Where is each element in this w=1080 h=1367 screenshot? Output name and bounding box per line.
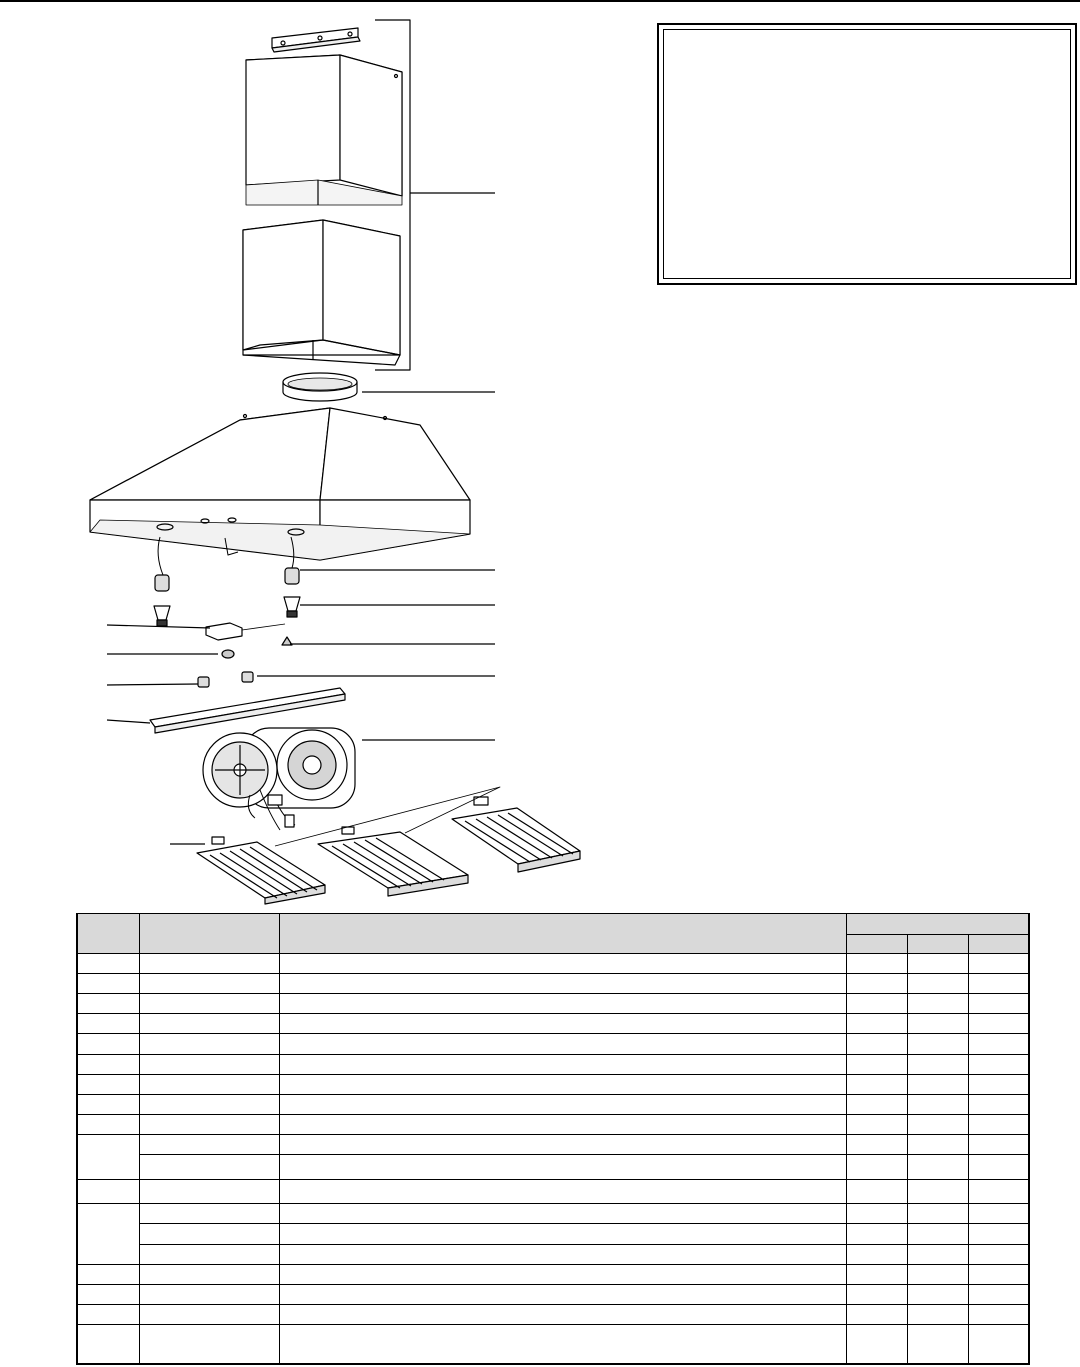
grease-filter-2-drawing	[318, 827, 468, 896]
table-row	[77, 1224, 1029, 1244]
table-row	[77, 1134, 1029, 1154]
header-description	[279, 914, 846, 954]
notes-box	[657, 23, 1077, 285]
table-row	[77, 1180, 1029, 1204]
table-row	[77, 1284, 1029, 1304]
table-row	[77, 1264, 1029, 1284]
parts-table	[76, 913, 1030, 1365]
header-ref-no	[77, 914, 139, 954]
notes-box-inner-border	[663, 29, 1071, 279]
table-row	[77, 1304, 1029, 1324]
left-callout-leaders	[107, 625, 218, 844]
header-model-group	[846, 914, 1029, 935]
header-model-3	[968, 935, 1029, 954]
header-model-2	[907, 935, 968, 954]
table-row	[77, 1204, 1029, 1224]
table-row	[77, 1034, 1029, 1054]
control-module-drawing	[198, 623, 292, 687]
table-row	[77, 1074, 1029, 1094]
duct-collar-drawing	[283, 373, 495, 401]
header-model-1	[846, 935, 907, 954]
header-part-number	[139, 914, 279, 954]
table-row	[77, 954, 1029, 974]
blower-assembly-drawing	[203, 728, 355, 830]
right-callout-leaders	[257, 570, 495, 740]
table-row	[77, 974, 1029, 994]
control-rail-drawing	[150, 688, 345, 733]
chimney-bracket-drawing	[272, 28, 360, 52]
hood-canopy-drawing	[90, 408, 470, 560]
table-row	[77, 1155, 1029, 1180]
lower-chimney-drawing	[243, 220, 400, 365]
grease-filter-1-drawing	[197, 837, 325, 904]
table-row	[77, 1094, 1029, 1114]
table-row	[77, 1244, 1029, 1264]
table-row	[77, 1114, 1029, 1134]
table-row	[77, 1014, 1029, 1034]
table-row	[77, 1054, 1029, 1074]
upper-chimney-drawing	[246, 55, 402, 205]
table-row	[77, 1325, 1029, 1364]
grease-filter-3-drawing	[452, 797, 580, 872]
table-row	[77, 994, 1029, 1014]
